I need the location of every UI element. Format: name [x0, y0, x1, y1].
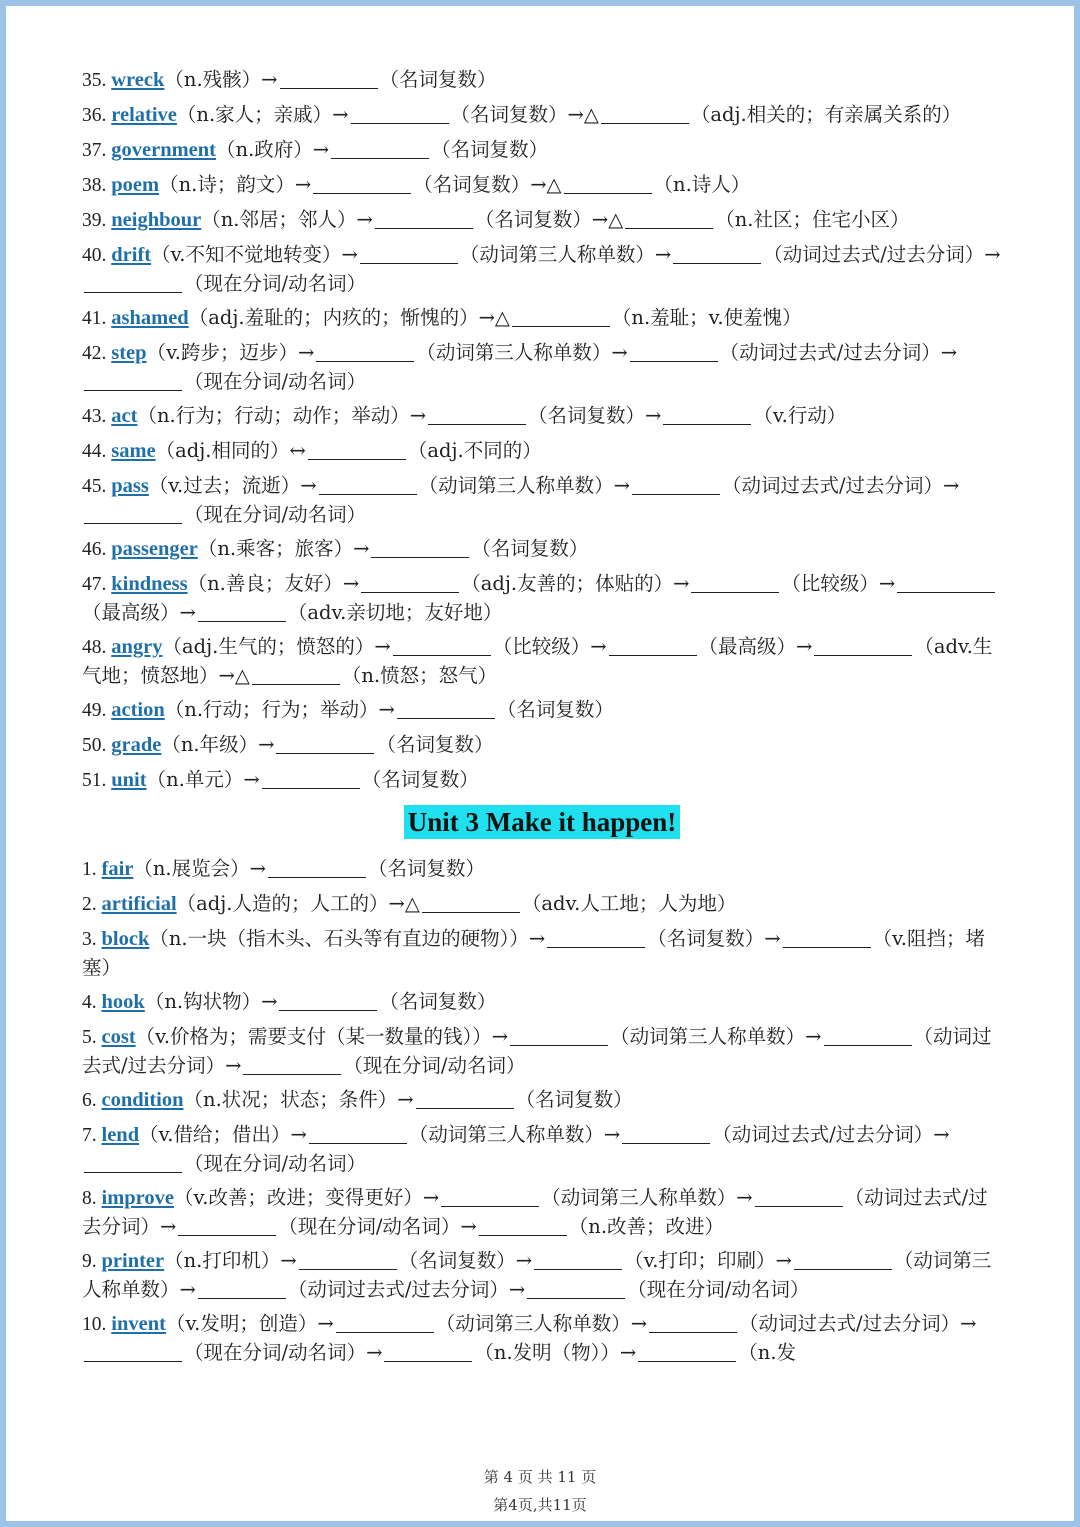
entry-number: 49. — [82, 700, 112, 721]
headword: wreck — [111, 69, 165, 91]
entry-number: 42. — [82, 343, 112, 364]
entry-number: 35. — [82, 70, 112, 91]
headword: lend — [101, 1124, 140, 1146]
entry-text: （最高级）→ — [82, 601, 196, 624]
entry-number: 44. — [82, 441, 112, 462]
answer-blank — [824, 1025, 912, 1046]
vocab-entry — [82, 339, 1002, 396]
headword: pass — [111, 475, 149, 497]
entry-text: （动词第三人称单数）→ — [435, 1312, 648, 1335]
entry-text: （n.打印机）→ — [164, 1249, 297, 1272]
entry-text: （现在分词/动名词）→ — [184, 1341, 383, 1364]
entry-text: （v.价格为；需要支付（某一数量的钱））→ — [135, 1025, 509, 1048]
entry-text: （动词第三人称单数）→ — [82, 1249, 992, 1301]
answer-blank — [630, 341, 718, 362]
entry-text: （n.家人；亲戚）→ — [176, 103, 349, 126]
answer-blank — [252, 664, 340, 685]
answer-blank — [649, 1312, 737, 1333]
entry-text: （n.改善；改进） — [568, 1215, 725, 1238]
answer-blank — [375, 208, 473, 229]
word-list-unit2 — [82, 66, 1002, 795]
entry-text: （现在分词/动名词） — [184, 1152, 367, 1175]
entry-text: （名词复数） — [379, 990, 497, 1013]
entry-text: （n.行动；行为；举动）→ — [164, 698, 395, 721]
entry-text: （adj.相同的）↔ — [155, 439, 306, 462]
word-list-unit3 — [82, 855, 1002, 1367]
entry-text: （名词复数） — [376, 733, 494, 756]
headword: step — [111, 342, 147, 364]
entry-text: （n.羞耻；v.使羞愧） — [611, 306, 802, 329]
vocab-entry — [82, 402, 1002, 431]
vocab-entry — [82, 1086, 1002, 1115]
entry-number: 50. — [82, 735, 112, 756]
entry-text: （adj.友善的；体贴的）→ — [461, 572, 690, 595]
entry-text: （n.诗；韵文）→ — [159, 173, 312, 196]
entry-number: 41. — [82, 308, 112, 329]
answer-blank — [625, 208, 713, 229]
answer-blank — [371, 537, 469, 558]
answer-blank — [84, 1341, 182, 1362]
headword: action — [111, 699, 165, 721]
headword: neighbour — [111, 209, 202, 231]
entry-number: 5. — [82, 1027, 102, 1048]
answer-blank — [313, 173, 411, 194]
answer-blank — [534, 1249, 622, 1270]
answer-blank — [243, 1054, 341, 1075]
entry-text: （v.跨步；迈步）→ — [146, 341, 315, 364]
vocab-entry — [82, 1121, 1002, 1178]
answer-blank — [673, 243, 761, 264]
headword: artificial — [101, 893, 177, 915]
entry-text: （动词过去式/过去分词）→ — [719, 341, 958, 364]
entry-text: （v.发明；创造）→ — [165, 1312, 334, 1335]
answer-blank — [280, 68, 378, 89]
answer-blank — [384, 1341, 472, 1362]
vocab-entry — [82, 1310, 1002, 1367]
unit-heading: Unit 3 Make it happen! — [404, 805, 681, 839]
answer-blank — [622, 1123, 710, 1144]
answer-blank — [198, 601, 286, 622]
entry-number: 8. — [82, 1188, 102, 1209]
vocab-entry — [82, 1184, 1002, 1241]
answer-blank — [276, 733, 374, 754]
headword: relative — [111, 104, 177, 126]
vocab-entry — [82, 101, 1002, 130]
entry-text: （动词第三人称单数）→ — [541, 1186, 753, 1209]
entry-text: （v.过去；流逝）→ — [148, 474, 317, 497]
entry-text: （现在分词/动名词） — [627, 1278, 810, 1301]
vocab-entry — [82, 437, 1002, 466]
entry-number: 7. — [82, 1125, 102, 1146]
entry-text: （adv.生气地；愤怒地）→△ — [82, 635, 993, 687]
vocab-entry — [82, 66, 1002, 95]
entry-number: 38. — [82, 175, 112, 196]
entry-text: （名词复数）→ — [398, 1249, 533, 1272]
entry-number: 46. — [82, 539, 112, 560]
entry-text: （比较级）→ — [781, 572, 896, 595]
entry-text: （名词复数） — [367, 857, 485, 880]
entry-number: 6. — [82, 1090, 102, 1111]
entry-text: （名词复数） — [379, 68, 497, 91]
entry-text: （n.善良；友好）→ — [187, 572, 360, 595]
entry-text: （n.状况；状态；条件）→ — [183, 1088, 414, 1111]
vocab-entry — [82, 988, 1002, 1017]
vocab-entry — [82, 696, 1002, 725]
headword: invent — [111, 1313, 166, 1335]
entry-text: （名词复数）→△ — [450, 103, 599, 126]
headword: condition — [101, 1089, 184, 1111]
headword: government — [111, 139, 217, 161]
vocab-entry — [82, 855, 1002, 884]
answer-blank — [638, 1341, 736, 1362]
entry-text: （n.乘客；旅客）→ — [197, 537, 370, 560]
answer-blank — [84, 1152, 182, 1173]
headword: kindness — [111, 573, 188, 595]
entry-text: （动词过去式/过去分词）→ — [82, 1025, 992, 1077]
entry-text: （n.单元）→ — [146, 768, 260, 791]
entry-text: （动词第三人称单数）→ — [459, 243, 672, 266]
entry-number: 4. — [82, 992, 102, 1013]
headword: passenger — [111, 538, 198, 560]
answer-blank — [316, 341, 414, 362]
entry-text: （n.诗人） — [653, 173, 751, 196]
answer-blank — [428, 404, 526, 425]
entry-number: 10. — [82, 1314, 112, 1335]
entry-text: （名词复数）→ — [647, 927, 781, 950]
answer-blank — [783, 927, 871, 948]
answer-blank — [309, 1123, 407, 1144]
entry-text: （adv.人工地；人为地） — [521, 892, 737, 915]
entry-number: 51. — [82, 770, 112, 791]
headword: grade — [111, 734, 162, 756]
answer-blank — [416, 1088, 514, 1109]
vocab-entry — [82, 570, 1002, 627]
entry-text: （动词第三人称单数）→ — [408, 1123, 621, 1146]
answer-blank — [308, 439, 406, 460]
answer-blank — [262, 768, 360, 789]
vocab-entry — [82, 136, 1002, 165]
headword: improve — [101, 1187, 175, 1209]
headword: hook — [101, 991, 145, 1013]
entry-text: （动词第三人称单数）→ — [418, 474, 630, 497]
entry-text: （现在分词/动名词）→ — [278, 1215, 477, 1238]
entry-text: （现在分词/动名词） — [184, 272, 367, 295]
entry-text: （动词过去式/过去分词）→ — [763, 243, 1001, 266]
entry-text: （adj.相关的；有亲属关系的） — [690, 103, 962, 126]
headword: ashamed — [111, 307, 189, 329]
headword: cost — [101, 1026, 136, 1048]
answer-blank — [331, 138, 429, 159]
answer-blank — [564, 173, 652, 194]
headword: unit — [111, 769, 147, 791]
entry-text: （名词复数）→ — [528, 404, 662, 427]
vocab-entry — [82, 766, 1002, 795]
entry-text: （n.愤怒；怒气） — [341, 664, 498, 687]
answer-blank — [84, 503, 182, 524]
entry-text: （动词过去式/过去分词）→ — [721, 474, 960, 497]
entry-text: （动词过去式/过去分词）→ — [739, 1312, 977, 1335]
answer-blank — [84, 370, 182, 391]
headword: printer — [101, 1250, 165, 1272]
answer-blank — [84, 272, 182, 293]
answer-blank — [897, 572, 995, 593]
headword: poem — [111, 174, 160, 196]
answer-blank — [279, 990, 377, 1011]
entry-text: （名词复数）→△ — [413, 173, 562, 196]
entry-text: （v.打印；印刷）→ — [624, 1249, 792, 1272]
answer-blank — [397, 698, 495, 719]
entry-text: （adj.不同的） — [407, 439, 542, 462]
answer-blank — [422, 892, 520, 913]
headword: same — [111, 440, 156, 462]
entry-text: （动词过去式/过去分词）→ — [712, 1123, 950, 1146]
headword: block — [101, 928, 150, 950]
entry-text: （名词复数） — [361, 768, 479, 791]
entry-text: （名词复数）→△ — [474, 208, 624, 231]
vocab-entry — [82, 206, 1002, 235]
answer-blank — [794, 1249, 892, 1270]
entry-text: （动词第三人称单数）→ — [416, 341, 628, 364]
vocab-entry — [82, 171, 1002, 200]
entry-number: 1. — [82, 859, 102, 880]
answer-blank — [361, 572, 459, 593]
entry-text: （动词过去式/过去分词）→ — [82, 1186, 988, 1238]
entry-text: （n.发 — [738, 1341, 797, 1364]
entry-text: （现在分词/动名词） — [343, 1054, 526, 1077]
vocab-entry — [82, 633, 1002, 690]
entry-text: （动词过去式/过去分词）→ — [287, 1278, 526, 1301]
entry-text: （名词复数） — [515, 1088, 633, 1111]
entry-number: 43. — [82, 406, 112, 427]
entry-text: （v.改善；改进；变得更好）→ — [174, 1186, 440, 1209]
page-footer-2: 第4页,共11页 — [493, 1496, 587, 1514]
entry-text: （adj.生气的；愤怒的）→ — [162, 635, 391, 658]
entry-text: （v.不知不觉地转变）→ — [151, 243, 358, 266]
entry-text: （adv.亲切地；友好地） — [287, 601, 503, 624]
vocab-entry — [82, 535, 1002, 564]
entry-text: （n.钩状物）→ — [144, 990, 278, 1013]
entry-text: （v.阻挡；堵塞） — [82, 927, 985, 979]
answer-blank — [178, 1215, 276, 1236]
answer-blank — [632, 474, 720, 495]
entry-text: （v.行动） — [753, 404, 847, 427]
entry-text: （名词复数） — [471, 537, 589, 560]
answer-blank — [663, 404, 751, 425]
vocab-entry — [82, 925, 1002, 982]
answer-blank — [547, 927, 645, 948]
entry-text: （n.一块（指木头、石头等有直边的硬物））→ — [149, 927, 546, 950]
worksheet-content — [82, 66, 1002, 1373]
answer-blank — [527, 1278, 625, 1299]
vocab-entry — [82, 1023, 1002, 1080]
page-footer-1: 第 4 页 共 11 页 — [483, 1468, 597, 1486]
entry-text: （最高级）→ — [698, 635, 813, 658]
entry-number: 2. — [82, 894, 102, 915]
entry-text: （adj.人造的；人工的）→△ — [176, 892, 420, 915]
headword: drift — [111, 244, 152, 266]
entry-number: 48. — [82, 637, 112, 658]
unit-heading-wrap — [82, 805, 1002, 839]
entry-text: （adj.羞耻的；内疚的；惭愧的）→△ — [188, 306, 510, 329]
answer-blank — [691, 572, 779, 593]
entry-number: 36. — [82, 105, 112, 126]
entry-number: 40. — [82, 245, 112, 266]
answer-blank — [479, 1215, 567, 1236]
entry-text: （n.年级）→ — [161, 733, 275, 756]
answer-blank — [360, 243, 458, 264]
vocab-entry — [82, 890, 1002, 919]
entry-number: 39. — [82, 210, 112, 231]
answer-blank — [336, 1312, 434, 1333]
headword: angry — [111, 636, 163, 658]
entry-number: 45. — [82, 476, 112, 497]
entry-text: （名词复数） — [496, 698, 614, 721]
vocab-entry — [82, 731, 1002, 760]
entry-text: （n.邻居；邻人）→ — [201, 208, 373, 231]
entry-text: （n.展览会）→ — [133, 857, 266, 880]
entry-number: 9. — [82, 1251, 102, 1272]
answer-blank — [351, 103, 449, 124]
answer-blank — [510, 1025, 608, 1046]
entry-text: （n.政府）→ — [216, 138, 330, 161]
entry-number: 47. — [82, 574, 112, 595]
answer-blank — [268, 857, 366, 878]
entry-number: 3. — [82, 929, 102, 950]
entry-text: （n.残骸）→ — [164, 68, 278, 91]
entry-text: （n.社区；住宅小区） — [715, 208, 910, 231]
entry-text: （n.行为；行动；动作；举动）→ — [137, 404, 427, 427]
vocab-entry — [82, 472, 1002, 529]
answer-blank — [198, 1278, 286, 1299]
entry-text: （动词第三人称单数）→ — [610, 1025, 822, 1048]
entry-text: （v.借给；借出）→ — [139, 1123, 307, 1146]
answer-blank — [755, 1186, 843, 1207]
vocab-entry — [82, 304, 1002, 333]
entry-text: （名词复数） — [431, 138, 549, 161]
headword: act — [111, 405, 138, 427]
entry-text: （现在分词/动名词） — [184, 370, 367, 393]
vocab-entry — [82, 241, 1002, 298]
answer-blank — [814, 635, 912, 656]
answer-blank — [609, 635, 697, 656]
answer-blank — [441, 1186, 539, 1207]
answer-blank — [319, 474, 417, 495]
entry-text: （n.发明（物））→ — [474, 1341, 637, 1364]
answer-blank — [299, 1249, 397, 1270]
entry-text: （现在分词/动名词） — [184, 503, 367, 526]
vocab-entry — [82, 1247, 1002, 1304]
entry-number: 37. — [82, 140, 112, 161]
entry-text: （比较级）→ — [492, 635, 607, 658]
answer-blank — [393, 635, 491, 656]
answer-blank — [601, 103, 689, 124]
headword: fair — [101, 858, 134, 880]
answer-blank — [512, 306, 610, 327]
